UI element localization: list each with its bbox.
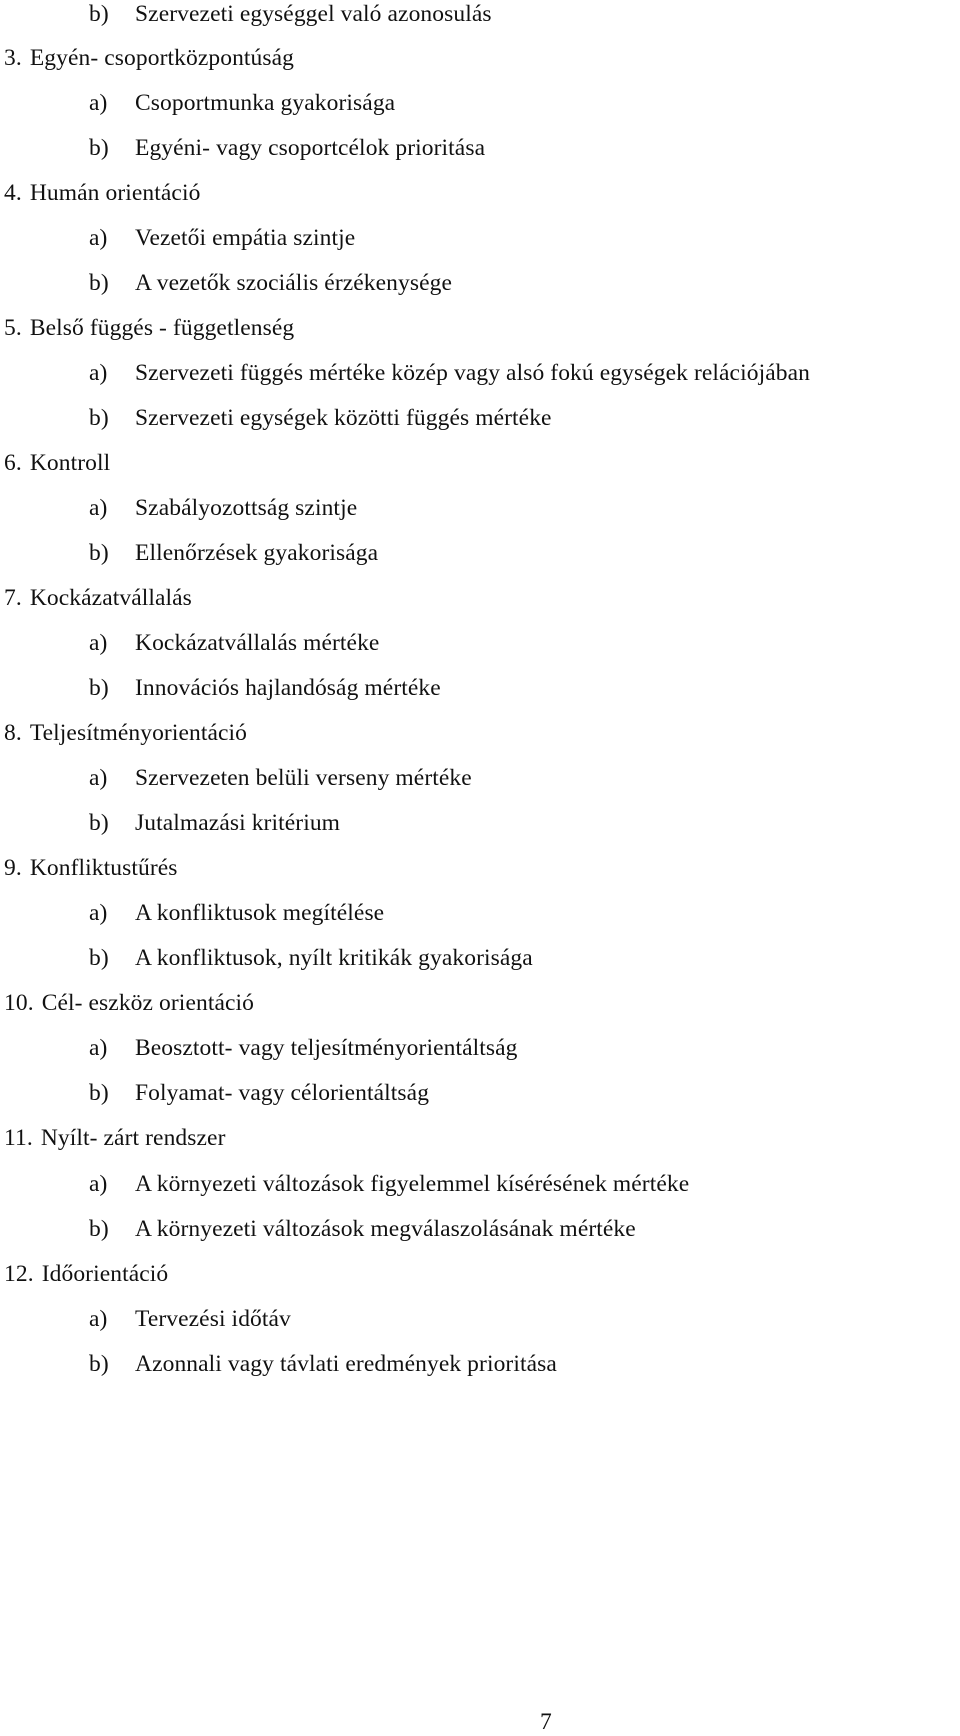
item-text: Szervezeti egységek közötti függés mértéke xyxy=(135,405,552,431)
list-item xyxy=(89,674,441,702)
list-item xyxy=(89,269,452,297)
section-title: Egyén- csoportközpontúság xyxy=(29,45,295,71)
list-item xyxy=(89,1305,291,1333)
item-text: Kockázatvállalás mértéke xyxy=(135,630,380,656)
section-number: 4. xyxy=(4,180,22,206)
section-number: 9. xyxy=(4,855,22,881)
section-title: Humán orientáció xyxy=(29,180,201,206)
item-label: a) xyxy=(89,1306,108,1332)
item-text: Szervezeti egységgel való azonosulás xyxy=(135,1,492,27)
item-text: Jutalmazási kritérium xyxy=(135,810,341,836)
list-item xyxy=(89,1170,689,1198)
item-label: b) xyxy=(89,135,109,161)
item-text: Szervezeten belüli verseny mértéke xyxy=(135,765,472,791)
list-item xyxy=(89,494,357,522)
item-label: a) xyxy=(89,225,108,251)
section-heading xyxy=(4,179,200,207)
item-label: a) xyxy=(89,1035,108,1061)
section-heading xyxy=(4,449,110,477)
section-title: Cél- eszköz orientáció xyxy=(41,990,254,1016)
list-item xyxy=(89,1079,429,1107)
item-label: b) xyxy=(89,1080,109,1106)
section-number: 3. xyxy=(4,45,22,71)
item-label: b) xyxy=(89,540,109,566)
list-item xyxy=(89,944,533,972)
item-text: Tervezési időtáv xyxy=(135,1306,291,1332)
list-item xyxy=(89,899,384,927)
section-title: Konfliktustűrés xyxy=(29,855,178,881)
section-number: 6. xyxy=(4,450,22,476)
section-number: 11. xyxy=(4,1125,33,1151)
item-text: A környezeti változások megválaszolásának mértéke xyxy=(135,1216,636,1242)
item-label: a) xyxy=(89,630,108,656)
section-heading xyxy=(4,314,294,342)
section-heading xyxy=(4,584,192,612)
item-label: b) xyxy=(89,810,109,836)
section-title: Kockázatvállalás xyxy=(29,585,192,611)
section-heading xyxy=(4,989,254,1017)
section-heading xyxy=(4,719,247,747)
item-text: A vezetők szociális érzékenysége xyxy=(135,270,453,296)
section-number: 7. xyxy=(4,585,22,611)
section-number: 10. xyxy=(4,990,34,1016)
section-heading xyxy=(4,1260,168,1288)
section-title: Belső függés - függetlenség xyxy=(29,315,295,341)
item-text: Ellenőrzések gyakorisága xyxy=(135,540,379,566)
item-label: b) xyxy=(89,945,109,971)
section-heading xyxy=(4,44,294,72)
list-item xyxy=(89,404,552,432)
item-text: Folyamat- vagy célorientáltság xyxy=(135,1080,430,1106)
list-item xyxy=(89,1350,557,1378)
item-text: Csoportmunka gyakorisága xyxy=(135,90,396,116)
item-text: Azonnali vagy távlati eredmények prioritása xyxy=(135,1351,557,1377)
list-item xyxy=(89,1215,636,1243)
section-number: 5. xyxy=(4,315,22,341)
list-item xyxy=(89,809,340,837)
item-label: a) xyxy=(89,495,108,521)
item-text: A konfliktusok, nyílt kritikák gyakorisága xyxy=(135,945,533,971)
list-item xyxy=(89,1034,518,1062)
item-label: b) xyxy=(89,405,109,431)
section-heading xyxy=(4,1124,226,1152)
item-label: a) xyxy=(89,765,108,791)
item-text: A környezeti változások figyelemmel kísérésének mértéke xyxy=(135,1171,690,1197)
list-item xyxy=(89,89,395,117)
item-text: A konfliktusok megítélése xyxy=(135,900,385,926)
item-text: Szabályozottság szintje xyxy=(135,495,358,521)
section-number: 8. xyxy=(4,720,22,746)
list-item xyxy=(89,629,379,657)
item-label: b) xyxy=(89,270,109,296)
item-label: a) xyxy=(89,90,108,116)
list-item xyxy=(89,224,355,252)
item-label: a) xyxy=(89,1171,108,1197)
list-item xyxy=(89,539,378,567)
item-text: Innovációs hajlandóság mértéke xyxy=(135,675,441,701)
list-item xyxy=(89,134,485,162)
section-title: Időorientáció xyxy=(41,1261,169,1287)
item-text: Vezetői empátia szintje xyxy=(135,225,356,251)
list-item xyxy=(89,764,472,792)
section-title: Nyílt- zárt rendszer xyxy=(40,1125,226,1151)
item-label: a) xyxy=(89,360,108,386)
section-title: Teljesítményorientáció xyxy=(29,720,248,746)
list-item xyxy=(89,359,810,387)
item-label: b) xyxy=(89,1,109,27)
item-text: Beosztott- vagy teljesítményorientáltság xyxy=(135,1035,518,1061)
item-label: b) xyxy=(89,1351,109,1377)
item-label: b) xyxy=(89,675,109,701)
list-item xyxy=(89,0,492,28)
item-text: Szervezeti függés mértéke közép vagy alsó fokú egységek relációjában xyxy=(135,360,810,386)
page-number: 7 xyxy=(540,1709,552,1735)
section-title: Kontroll xyxy=(29,450,111,476)
item-label: b) xyxy=(89,1216,109,1242)
section-heading xyxy=(4,854,178,882)
item-text: Egyéni- vagy csoportcélok prioritása xyxy=(135,135,486,161)
item-label: a) xyxy=(89,900,108,926)
section-number: 12. xyxy=(4,1261,34,1287)
